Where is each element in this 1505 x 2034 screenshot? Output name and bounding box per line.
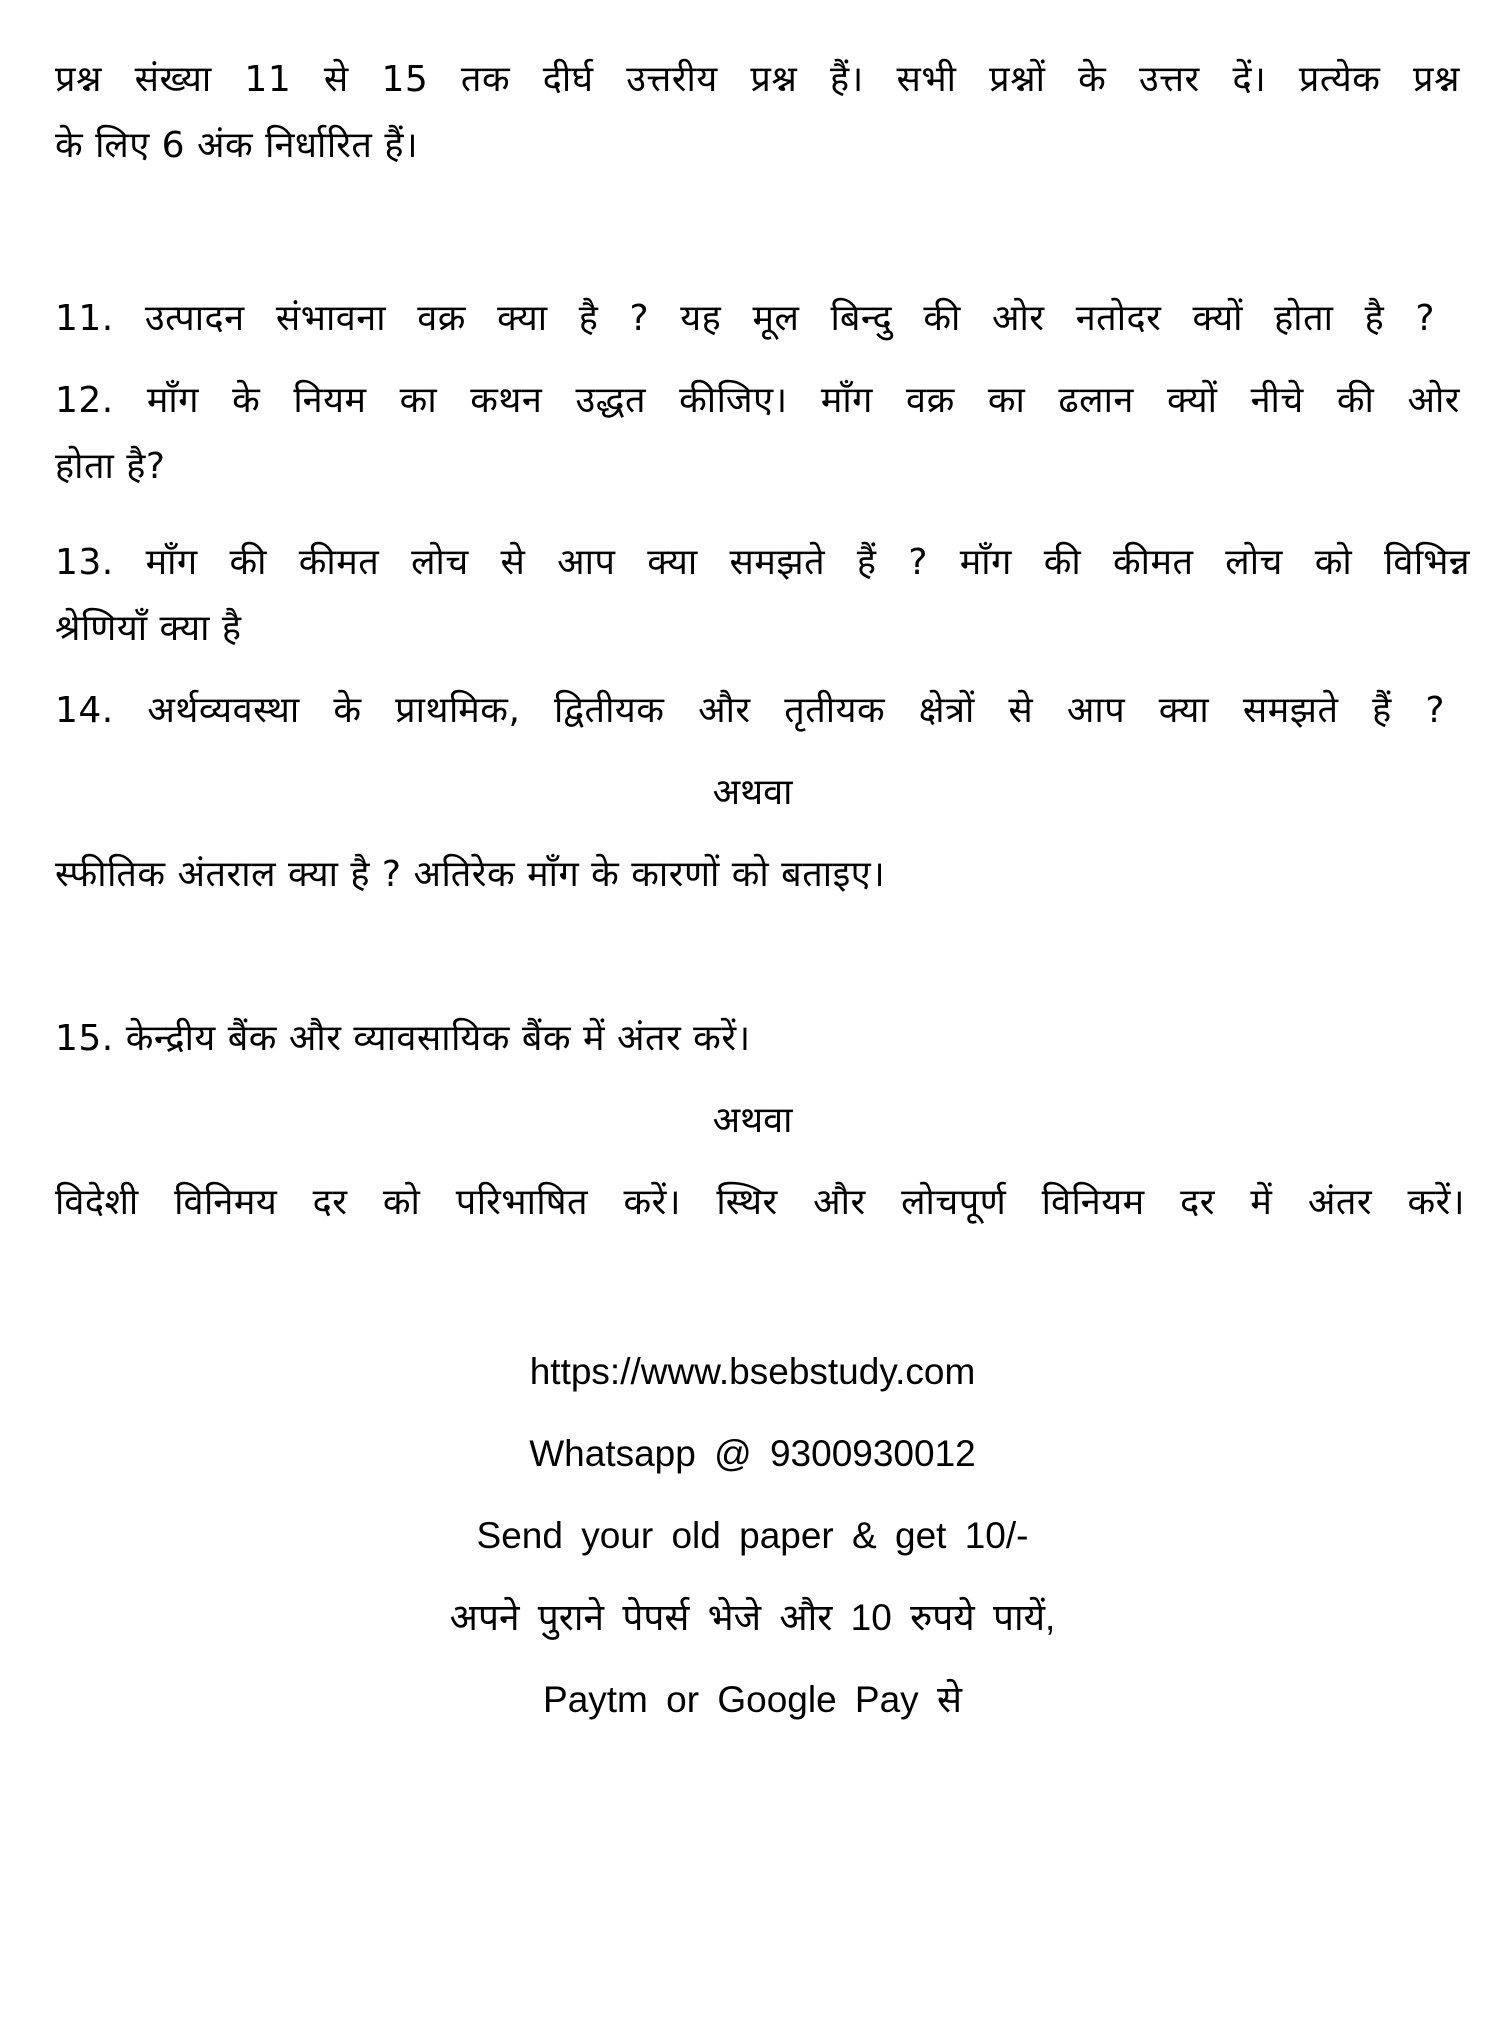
question-11: 11. उत्पादन संभावना वक्र क्या है ? यह मूल बिन्दु की ओर नतोदर क्यों होता है ? [55,298,1435,339]
footer-offer-hindi: अपने पुराने पेपर्स भेजे और 10 रुपये पायें, [449,1597,1056,1638]
question-12-line-2: होता है? [55,446,166,487]
question-14-alternative: स्फीतिक अंतराल क्या है ? अतिरेक माँग के कारणों को बताइए। [55,854,886,895]
footer-payment: Paytm or Google Pay से [543,1679,962,1720]
question-12-line-1: 12. माँग के नियम का कथन उद्धत कीजिए। माँग वक्र का ढलान क्यों नीचे की ओर [55,380,1460,421]
footer-offer-english: Send your old paper & get 10/- [476,1515,1029,1556]
question-15: 15. केन्द्रीय बैंक और व्यावसायिक बैंक में अंतर करें। [55,1018,751,1059]
question-13-line-2: श्रेणियाँ क्या है [55,608,242,649]
instructions-line-1: प्रश्न संख्या 11 से 15 तक दीर्घ उत्तरीय प्रश्न हैं। सभी प्रश्नों के उत्तर दें। प्रत्येक प्रश्न [55,59,1460,100]
question-14: 14. अर्थव्यवस्था के प्राथमिक, द्वितीयक और तृतीयक क्षेत्रों से आप क्या समझते हैं ? [55,690,1445,731]
instructions-line-2: के लिए 6 अंक निर्धारित हैं। [55,125,419,166]
footer-whatsapp: Whatsapp @ 9300930012 [529,1433,976,1474]
question-13-line-1: 13. माँग की कीमत लोच से आप क्या समझते हैं ? माँग की कीमत लोच को विभिन्न [55,542,1470,583]
footer-website-link[interactable]: https://www.bsebstudy.com [529,1351,976,1392]
or-label-14: अथवा [712,772,793,813]
or-label-15: अथवा [712,1100,793,1141]
question-15-alternative: विदेशी विनिमय दर को परिभाषित करें। स्थिर और लोचपूर्ण विनियम दर में अंतर करें। [55,1182,1465,1223]
